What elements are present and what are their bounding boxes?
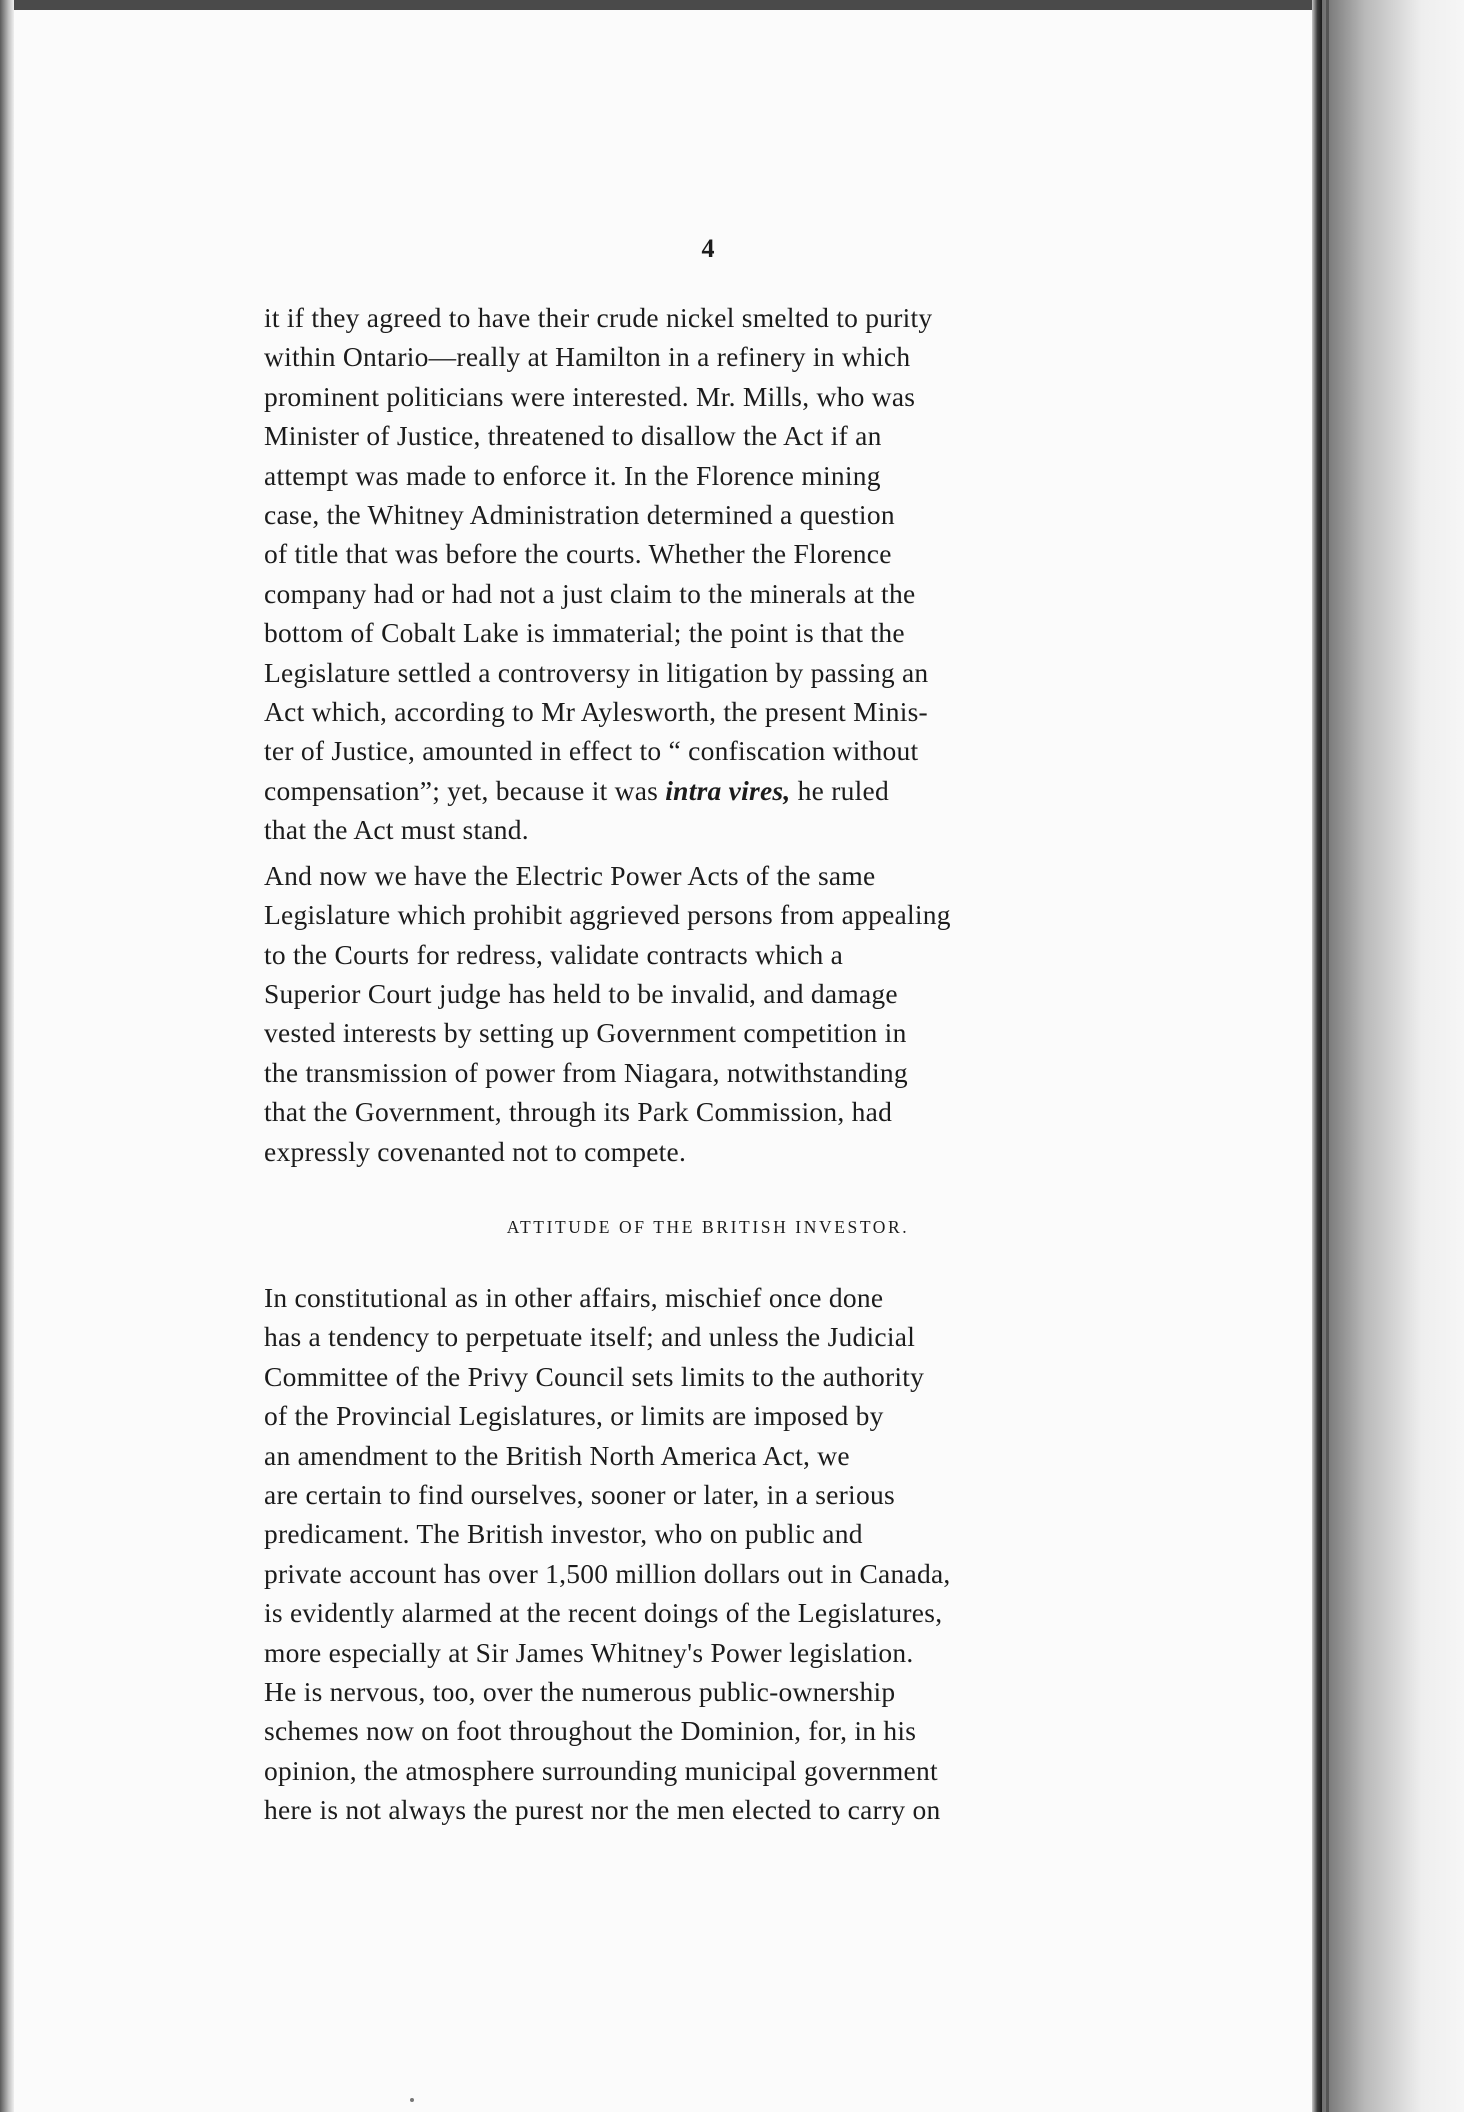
text-line: he ruled [790,774,889,806]
text-line: has a tendency to perpetuate itself; and unless the Judicial [264,1321,916,1353]
text-line: that the Act must stand. [264,814,529,846]
text-line: schemes now on foot throughout the Dominion, for, in his [264,1715,917,1747]
text-line: compensation”; yet, because it was [264,774,659,806]
text-line: the transmission of power from Niagara, notwithstanding [264,1056,908,1088]
text-line: company had or had not a just claim to the minerals at the [264,577,916,609]
text-line: case, the Whitney Administration determined a question [264,499,895,531]
paragraph-british-investor [264,1278,1152,1830]
text-line: Legislature which prohibit aggrieved persons from appealing [264,899,951,931]
text-line: of title that was before the courts. Whether the Florence [264,538,892,570]
text-line: ter of Justice, amounted in effect to “ confiscation without [264,735,919,767]
text-line: to the Courts for redress, validate contracts which a [264,938,844,970]
text-line: here is not always the purest nor the men elected to carry on [264,1794,941,1826]
text-line: bottom of Cobalt Lake is immaterial; the point is that the [264,617,905,649]
text-line: it if they agreed to have their crude nickel smelted to purity [264,302,933,333]
text-line: expressly covenanted not to compete. [264,1135,687,1167]
text-line: an amendment to the British North America Act, we [264,1439,850,1471]
text-line: is evidently alarmed at the recent doings of the Legislatures, [264,1597,943,1629]
section-heading: ATTITUDE OF THE BRITISH INVESTOR. [506,1216,910,1237]
text-line: within Ontario—really at Hamilton in a refinery in which [264,341,911,373]
text-line: Minister of Justice, threatened to disallow the Act if an [264,420,882,452]
page-number: 4 [701,234,715,263]
text-line: opinion, the atmosphere surrounding municipal government [264,1754,938,1786]
paragraph-nickel-and-florence [264,298,1152,850]
page-content [264,234,1152,1830]
text-line: He is nervous, too, over the numerous public-ownership [264,1676,896,1707]
adjacent-page-edge [1322,0,1464,2112]
book-page [14,10,1312,2112]
text-line: that the Government, through its Park Commission, had [264,1096,893,1128]
paper-speck [410,2098,414,2102]
adjacent-page-rule [1326,0,1329,2112]
text-line: Act which, according to Mr Aylesworth, the present Minis- [264,696,928,728]
text-line: prominent politicians were interested. Mr. Mills, who was [264,380,916,412]
text-line: And now we have the Electric Power Acts of the same [264,859,876,891]
italic-latin-phrase: intra vires, [665,774,791,806]
text-line: vested interests by setting up Government competition in [264,1017,907,1049]
text-line: are certain to find ourselves, sooner or later, in a serious [264,1478,895,1510]
text-line: of the Provincial Legislatures, or limits are imposed by [264,1400,884,1432]
text-line: private account has over 1,500 million dollars out in Canada, [264,1557,951,1589]
text-line: Superior Court judge has held to be invalid, and damage [264,977,898,1009]
text-line: more especially at Sir James Whitney's Power legislation. [264,1636,914,1668]
paragraph-electric-power-acts [264,856,1152,1171]
text-line: attempt was made to enforce it. In the Florence mining [264,459,881,491]
book-gutter [1312,0,1322,2112]
text-line: predicament. The British investor, who on public and [264,1518,863,1550]
text-line: In constitutional as in other affairs, mischief once done [264,1281,884,1313]
text-line: Committee of the Privy Council sets limits to the authority [264,1360,925,1392]
scan-left-edge [0,0,14,2112]
text-line: Legislature settled a controversy in litigation by passing an [264,656,929,688]
